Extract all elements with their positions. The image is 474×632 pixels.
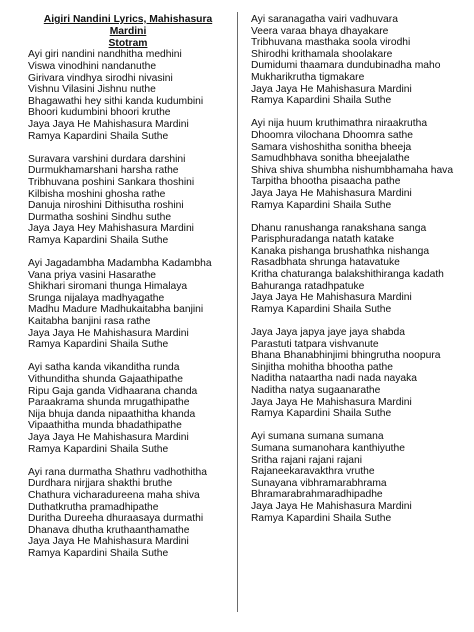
lyric-line: Jaya Jaya Hey Mahishasura Mardini <box>28 223 194 235</box>
lyric-line: Veera varaa bhaya dhayakare <box>251 25 389 37</box>
stanza <box>251 431 466 524</box>
lyric-line: Nija bhuja danda nipaathitha khanda <box>28 408 196 420</box>
lyric-line: Shirodhi krithamala shoolakare <box>251 48 393 60</box>
lyric-line: Jaya Jaya He Mahishasura Mardini <box>251 500 412 512</box>
lyric-line: Bhana Bhanabhinjimi bhingrutha noopura <box>251 350 441 362</box>
left-column <box>28 14 228 571</box>
lyric-line: Dhanu ranushanga ranakshana sanga <box>251 222 427 234</box>
lyric-line: Jaya Jaya He Mahishasura Mardini <box>251 83 412 95</box>
lyric-line: Jaya Jaya He Mahishasura Mardini <box>28 118 189 130</box>
column-divider <box>237 12 238 612</box>
lyric-line: Mukharikrutha tigmakare <box>251 71 365 83</box>
lyric-line: Samudhbhava sonitha bheejalathe <box>251 153 410 165</box>
stanza <box>28 362 228 455</box>
title-line: Aigiri Nandini Lyrics, Mahishasura Mardini <box>43 14 213 37</box>
lyric-line: Sritha rajani rajani rajani <box>251 454 363 466</box>
lyric-line: Durmatha soshini Sindhu suthe <box>28 211 172 223</box>
lyric-line: Dumidumi thaamara dundubinadha maho <box>251 60 441 72</box>
lyric-line: Dhoomra vilochana Dhoomra sathe <box>251 129 413 141</box>
stanza <box>251 327 466 420</box>
lyric-line: Ramya Kapardini Shaila Suthe <box>28 339 169 351</box>
lyric-line: Jaya Jaya He Mahishasura Mardini <box>251 292 412 304</box>
lyric-line: Ayi satha kanda vikanditha runda <box>28 362 180 374</box>
right-column <box>251 14 466 536</box>
lyric-line: Ramya Kapardini Shaila Suthe <box>28 234 169 246</box>
stanza <box>251 118 466 211</box>
lyric-line: Duritha Dureeha dhuraasaya durmathi <box>28 513 204 525</box>
lyric-line: Ramya Kapardini Shaila Suthe <box>251 95 392 107</box>
stanza <box>28 258 228 351</box>
lyric-line: Jaya Jaya He Mahishasura Mardini <box>28 536 189 548</box>
lyric-line: Durmukhamarshani harsha rathe <box>28 165 179 177</box>
lyric-line: Bhramarabrahmaradhipadhe <box>251 489 383 501</box>
lyric-line: Sumana sumanohara kanthiyuthe <box>251 442 405 454</box>
lyric-line: Kritha chaturanga balakshithiranga kadath <box>251 269 444 281</box>
lyric-line: Kanaka pishanga brushathka nishanga <box>251 245 430 257</box>
lyric-line: Ramya Kapardini Shaila Suthe <box>28 443 169 455</box>
lyric-line: Chathura vicharadureena maha shiva <box>28 489 200 501</box>
lyric-line: Shikhari siromani thunga Himalaya <box>28 281 188 293</box>
lyric-line: Naditha natya sugaanarathe <box>251 385 381 396</box>
stanza <box>251 14 466 107</box>
lyric-line: Ramya Kapardini Shaila Suthe <box>251 408 392 420</box>
lyric-line: Samara vishoshitha sonitha bheeja <box>251 141 412 153</box>
lyric-line: Rasadbhata shrunga hatavatuke <box>251 257 400 269</box>
lyric-line: Ripu Gaja ganda Vidhaarana chanda <box>28 385 198 397</box>
lyric-line: Tribhuvana masthaka soola virodhi <box>251 37 411 49</box>
lyric-line: Paraakrama shunda mrugathipathe <box>28 397 190 409</box>
lyric-line: Jaya Jaya He Mahishasura Mardini <box>28 327 189 339</box>
stanza <box>28 154 228 247</box>
lyric-line: Duthatkrutha pramadhipathe <box>28 501 159 513</box>
lyric-line: Bahuranga ratadhpatuke <box>251 280 365 292</box>
lyric-line: Rajaneekaravakthra vruthe <box>251 466 375 478</box>
right-stanza-list <box>251 14 466 524</box>
lyric-line: Naditha nataartha nadi nada nayaka <box>251 373 418 385</box>
lyric-line: Ramya Kapardini Shaila Suthe <box>28 547 169 559</box>
lyric-line: Shiva shiva shumbha nishumbhamaha hava <box>251 164 454 176</box>
lyric-line: Ayi nija huum kruthimathra niraakrutha <box>251 118 428 130</box>
lyric-line: Madhu Madure Madhukaitabha banjini <box>28 304 204 316</box>
lyric-line: Srunga nijalaya madhyagathe <box>28 292 165 304</box>
lyric-line: Parisphuradanga natath katake <box>251 234 395 246</box>
document-title <box>28 14 228 49</box>
lyric-line: Ayi Jagadambha Madambha Kadambha <box>28 258 212 270</box>
lyric-line: Tribhuvana poshini Sankara thoshini <box>28 176 195 188</box>
lyric-line: Danuja niroshini Dithisutha roshini <box>28 200 184 212</box>
lyric-line: Ramya Kapardini Shaila Suthe <box>251 199 392 211</box>
lyric-line: Jaya Jaya He Mahishasura Mardini <box>251 396 412 408</box>
lyric-line: Ayi rana durmatha Shathru vadhothitha <box>28 466 207 478</box>
lyric-line: Girivara vindhya sirodhi nivasini <box>28 72 173 84</box>
stanza <box>28 467 228 560</box>
lyric-line: Sinjitha mohitha bhootha pathe <box>251 361 393 373</box>
lyric-line: Tarpitha bhootha pisaacha pathe <box>251 176 401 188</box>
lyric-line: Vithunditha shunda Gajaathipathe <box>28 374 183 386</box>
lyric-line: Kaitabha banjini rasa rathe <box>28 316 151 328</box>
lyric-line: Bhoori kudumbini bhoori kruthe <box>28 107 171 119</box>
lyric-line: Ramya Kapardini Shaila Suthe <box>251 512 392 524</box>
lyric-line: Jaya Jaya japya jaye jaya shabda <box>251 327 405 339</box>
lyric-line: Sunayana vibhramarabhrama <box>251 477 387 489</box>
lyric-line: Ayi giri nandini nandhitha medhini <box>28 49 182 61</box>
lyric-line: Vishnu Vilasini Jishnu nuthe <box>28 84 156 96</box>
lyric-line: Ramya Kapardini Shaila Suthe <box>251 303 392 315</box>
title-line: Stotram <box>108 37 148 49</box>
left-stanza-list <box>28 49 228 559</box>
lyric-line: Dhanava dhutha kruthaanthamathe <box>28 524 190 536</box>
lyric-line: Durdhara nirjjara shakthi bruthe <box>28 478 173 490</box>
lyric-line: Parastuti tatpara vishvanute <box>251 338 379 350</box>
stanza <box>251 223 466 316</box>
lyric-line: Ayi sumana sumana sumana <box>251 431 384 443</box>
lyric-line: Ayi saranagatha vairi vadhuvara <box>251 14 398 25</box>
lyric-line: Vipaathitha munda bhadathipathe <box>28 420 182 432</box>
lyric-line: Vana priya vasini Hasarathe <box>28 269 157 281</box>
lyric-line: Ramya Kapardini Shaila Suthe <box>28 130 169 142</box>
stanza <box>28 49 228 142</box>
lyric-line: Kilbisha moshini ghosha rathe <box>28 188 166 200</box>
lyric-line: Jaya Jaya He Mahishasura Mardini <box>28 431 189 443</box>
lyric-line: Viswa vinodhini nandanuthe <box>28 60 157 72</box>
lyric-line: Suravara varshini durdara darshini <box>28 153 186 165</box>
lyric-line: Bhagawathi hey sithi kanda kudumbini <box>28 95 204 107</box>
lyric-line: Jaya Jaya He Mahishasura Mardini <box>251 187 412 199</box>
